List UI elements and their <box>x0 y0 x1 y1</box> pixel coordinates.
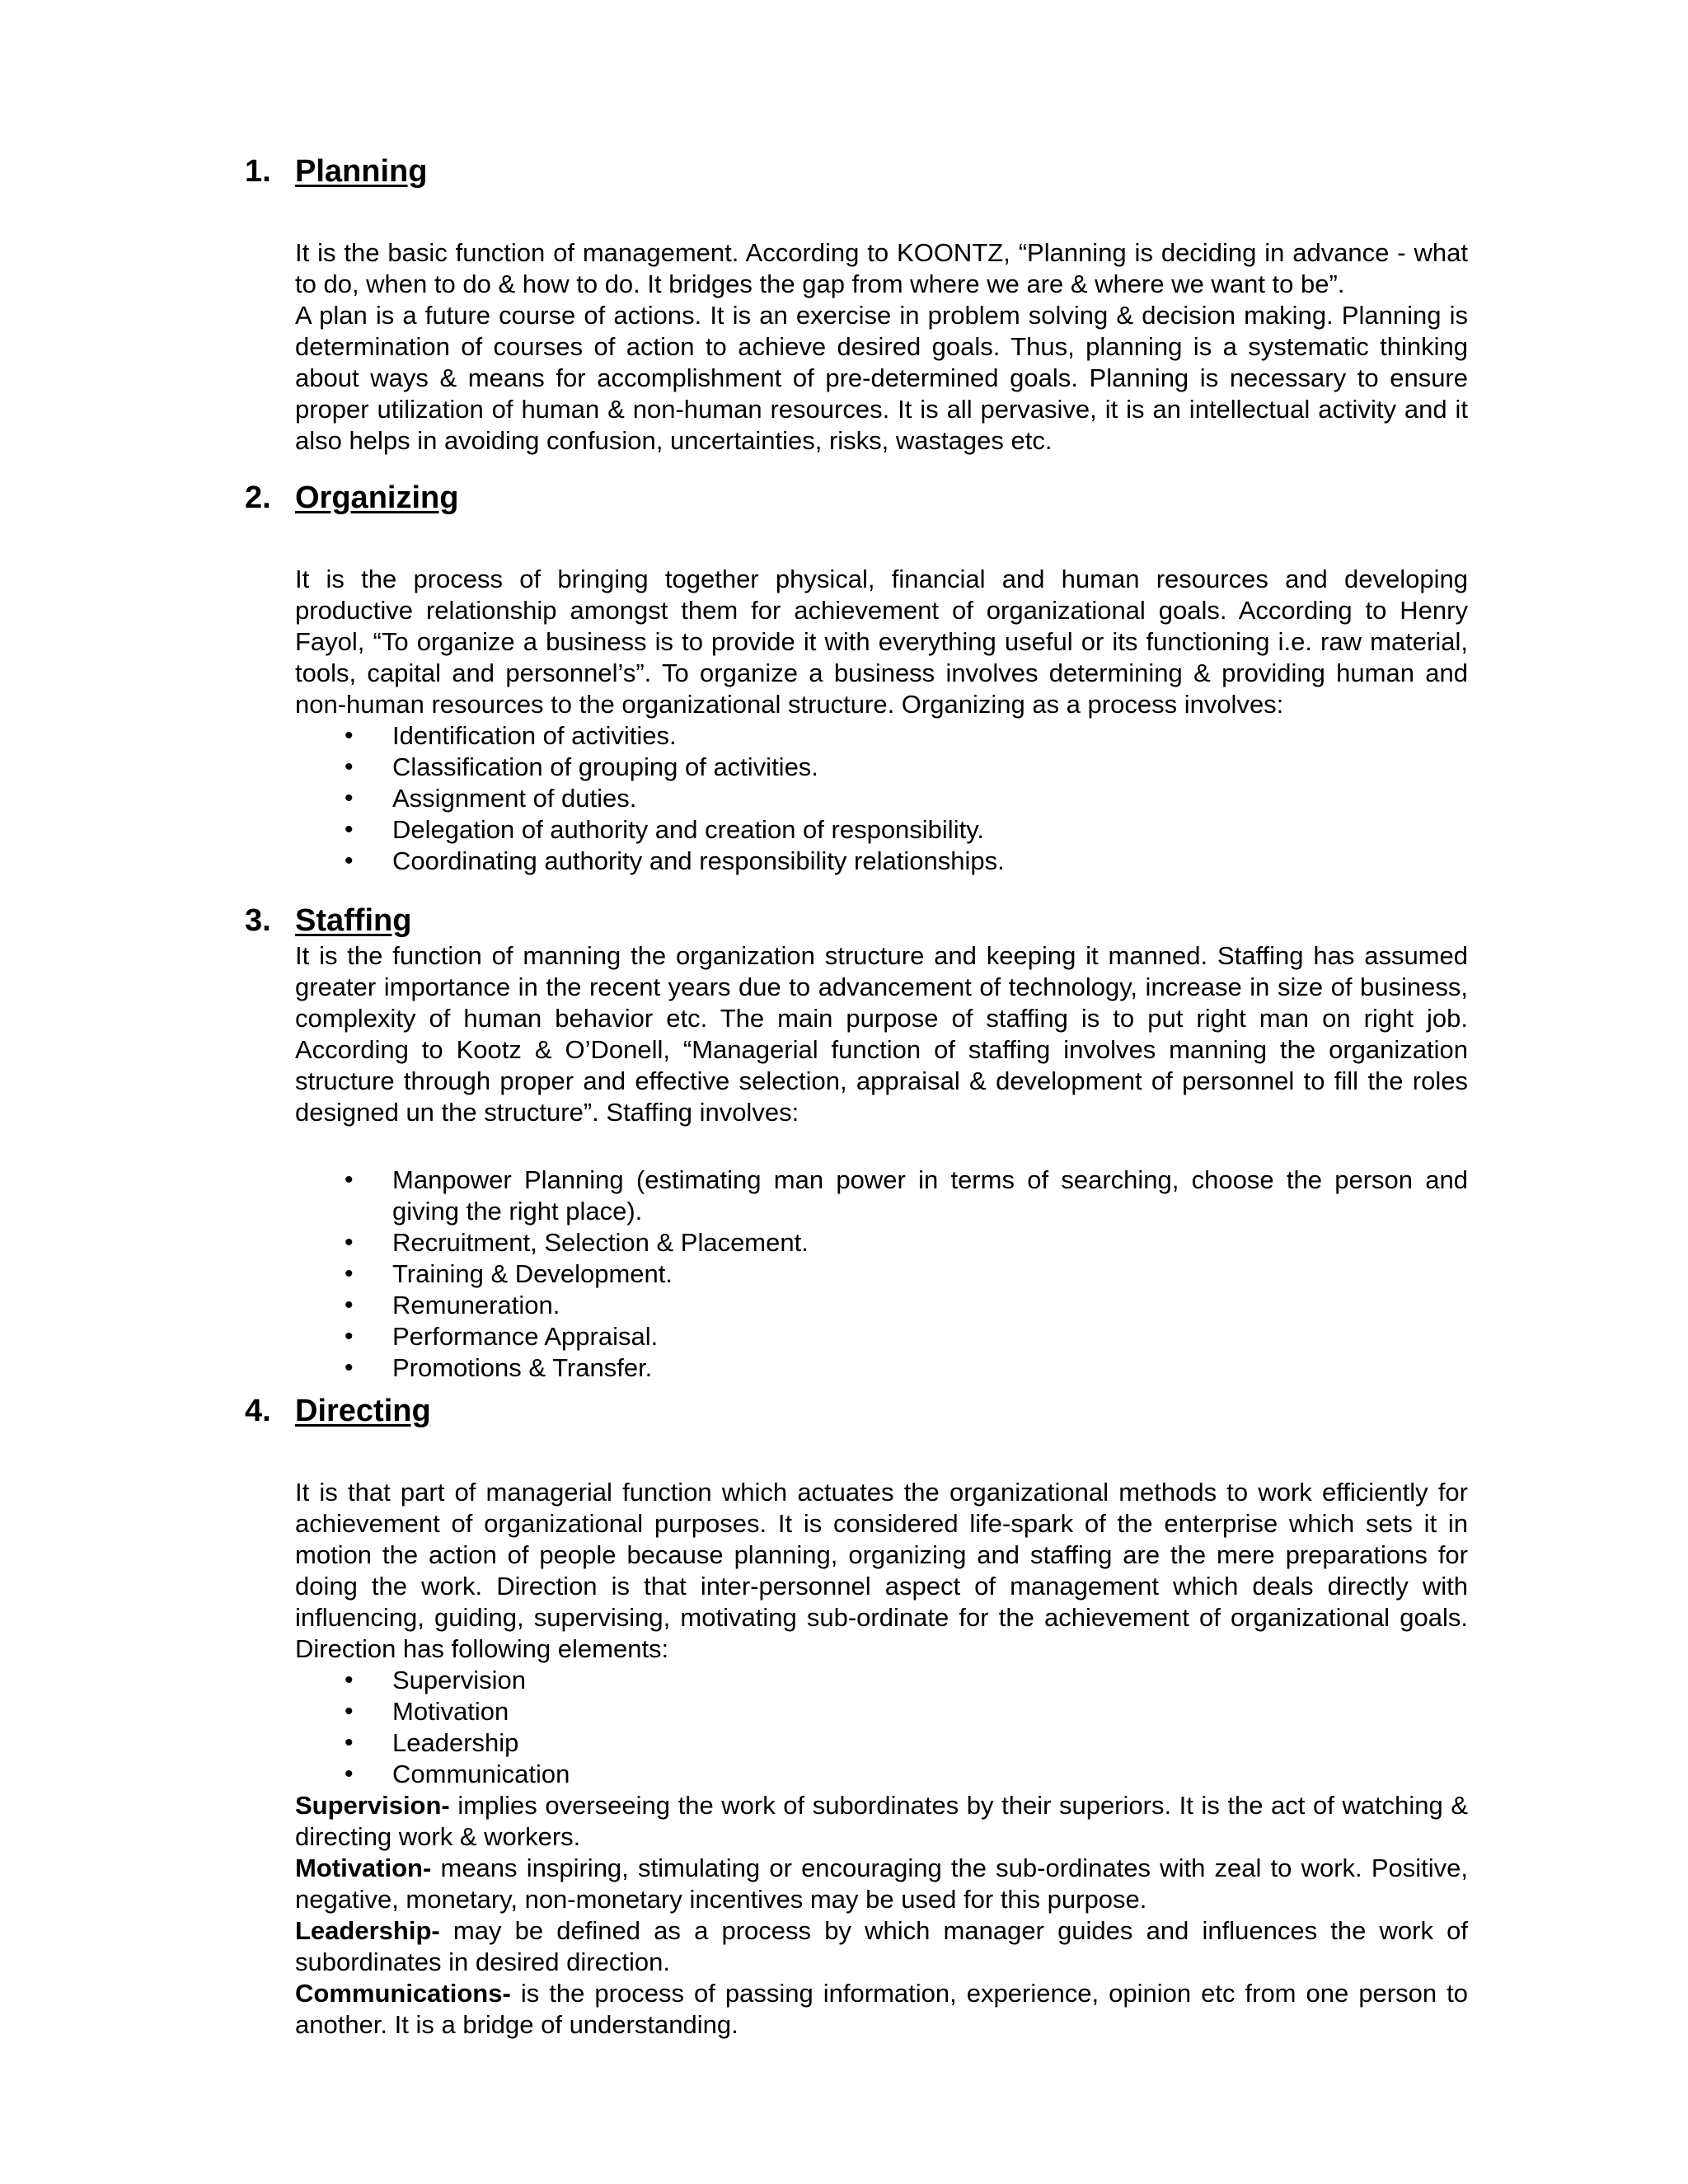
list-item <box>295 846 1468 877</box>
section-organizing <box>0 473 1688 877</box>
paragraph: It is the basic function of management. According to KOONTZ, “Planning is deciding in advance - what to do, when to do & how to do. It bridges the gap from where we are & where we want to be”. <box>295 238 1468 298</box>
list-item <box>295 814 1468 846</box>
section-planning <box>0 147 1688 457</box>
bullet-icon: • <box>345 753 354 780</box>
definition-motivation <box>295 1853 1468 1915</box>
section-title: Organizing <box>295 480 459 515</box>
definition-term: Supervision- <box>295 1791 450 1820</box>
list-item-text: Promotions & Transfer. <box>392 1353 653 1382</box>
section-number: 2. <box>245 480 271 515</box>
bullet-list <box>295 720 1468 877</box>
section-title: Directing <box>295 1394 431 1428</box>
list-item-text: Recruitment, Selection & Placement. <box>392 1228 809 1257</box>
definition-term: Communications- <box>295 1979 511 2008</box>
definition-text: implies overseeing the work of subordinates by their superiors. It is the act of watching & directing work & workers. <box>295 1791 1468 1851</box>
list-item <box>295 1352 1468 1384</box>
definition-term: Leadership- <box>295 1916 440 1945</box>
bullet-icon: • <box>345 847 354 874</box>
paragraph: It is that part of managerial function which actuates the organizational methods to work efficiently for achievement of organizational purposes. It is considered life-spark of the enterprise which sets it in motion the action of people because planning, organizing and staffing are the mere preparations for doing the work. Direction is that inter-personnel aspect of management which deals directly with influencing, guiding, supervising, motivating sub-ordinate for the achievement of organizational goals. Direction has following elements: <box>295 1478 1468 1663</box>
section-directing <box>0 1386 1688 2041</box>
list-item-text: Identification of activities. <box>392 721 677 750</box>
list-item <box>295 720 1468 752</box>
bullet-icon: • <box>345 816 354 843</box>
list-item <box>295 1696 1468 1727</box>
definition-communications <box>295 1978 1468 2041</box>
paragraph: It is the function of manning the organization structure and keeping it manned. Staffing has assumed greater importance in the recent years due to advancement of technology, increase in size of business, complexity of human behavior etc. The main purpose of staffing is to put right man on right job. According to Kootz & O’Donell, “Managerial function of staffing involves manning the organization structure through proper and effective selection, appraisal & development of personnel to fill the roles designed un the structure”. Staffing involves: <box>295 941 1468 1127</box>
list-item <box>295 1665 1468 1696</box>
list-item-text: Coordinating authority and responsibility relationships. <box>392 846 1005 875</box>
bullet-list <box>295 1665 1468 1790</box>
bullet-list <box>295 1165 1468 1384</box>
bullet-icon: • <box>345 1666 354 1694</box>
section-number: 4. <box>245 1394 271 1428</box>
paragraph: A plan is a future course of actions. It is an exercise in problem solving & decision making. Planning is determination of courses of action to achieve desired goals. Thus, planning is a systematic thinking about ways & means for accomplishment of pre-determined goals. Planning is necessary to ensure proper utilization of human & non-human resources. It is all pervasive, it is an intellectual activity and it also helps in avoiding confusion, uncertainties, risks, wastages etc. <box>295 301 1468 455</box>
list-item-text: Manpower Planning (estimating man power in terms of searching, choose the person and giving the right place). <box>392 1165 1468 1226</box>
list-item-text: Performance Appraisal. <box>392 1322 659 1351</box>
list-item-text: Assignment of duties. <box>392 784 637 813</box>
section-heading <box>0 473 1688 523</box>
list-item <box>295 752 1468 783</box>
bullet-icon: • <box>345 1698 354 1725</box>
section-heading <box>0 1386 1688 1436</box>
definition-text: is the process of passing information, experience, opinion etc from one person to another. It is a bridge of understanding. <box>295 1979 1468 2039</box>
bullet-icon: • <box>345 722 354 749</box>
list-item <box>295 1321 1468 1352</box>
list-item-text: Motivation <box>392 1697 509 1726</box>
list-item <box>295 1258 1468 1290</box>
section-title: Staffing <box>295 903 412 938</box>
definition-leadership <box>295 1915 1468 1978</box>
list-item-text: Supervision <box>392 1666 526 1694</box>
section-heading <box>0 896 1688 945</box>
section-heading <box>0 147 1688 196</box>
section-staffing <box>0 896 1688 1384</box>
list-item-text: Training & Development. <box>392 1259 673 1288</box>
list-item <box>295 783 1468 814</box>
list-item <box>295 1165 1468 1227</box>
bullet-icon: • <box>345 1354 354 1381</box>
list-item <box>295 1290 1468 1321</box>
section-number: 3. <box>245 903 271 938</box>
bullet-icon: • <box>345 1323 354 1350</box>
list-item <box>295 1227 1468 1258</box>
definition-supervision <box>295 1790 1468 1853</box>
bullet-icon: • <box>345 1729 354 1756</box>
bullet-icon: • <box>345 785 354 812</box>
bullet-icon: • <box>345 1166 354 1193</box>
paragraph: It is the process of bringing together physical, financial and human resources and developing productive relationship amongst them for achievement of organizational goals. According to Henry Fayol, “To organize a business is to provide it with everything useful or its functioning i.e. raw material, tools, capital and personnel’s”. To organize a business involves determining & providing human and non-human resources to the organizational structure. Organizing as a process involves: <box>295 565 1468 719</box>
list-item <box>295 1727 1468 1759</box>
bullet-icon: • <box>345 1229 354 1256</box>
section-number: 1. <box>245 154 271 189</box>
bullet-icon: • <box>345 1760 354 1788</box>
definition-text: means inspiring, stimulating or encouraging the sub-ordinates with zeal to work. Positive, negative, monetary, non-monetary incentives may be used for this purpose. <box>295 1854 1468 1914</box>
bullet-icon: • <box>345 1291 354 1319</box>
definition-text: may be defined as a process by which manager guides and influences the work of subordinates in desired direction. <box>295 1916 1468 1976</box>
definition-term: Motivation- <box>295 1854 432 1882</box>
bullet-icon: • <box>345 1260 354 1287</box>
list-item <box>295 1759 1468 1790</box>
list-item-text: Leadership <box>392 1728 519 1757</box>
list-item-text: Remuneration. <box>392 1291 560 1319</box>
list-item-text: Delegation of authority and creation of responsibility. <box>392 815 985 844</box>
section-title: Planning <box>295 154 428 189</box>
list-item-text: Classification of grouping of activities. <box>392 752 818 781</box>
list-item-text: Communication <box>392 1760 570 1788</box>
